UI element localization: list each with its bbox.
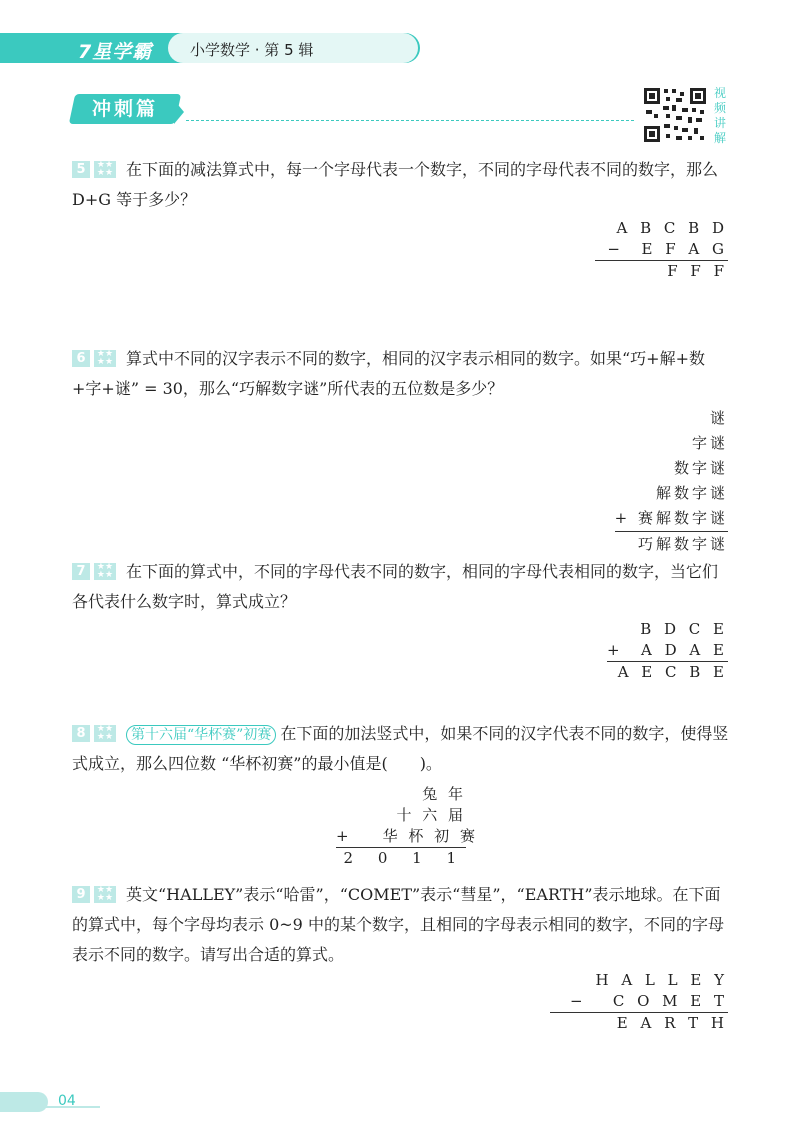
difficulty-stars-icon: ★★ ★★ <box>94 350 116 367</box>
arith-row: 字谜 <box>691 434 728 452</box>
problem-text: 第十六届“华杯赛”初赛 在下面的加法竖式中，如果不同的汉字代表不同的数字，使得竖式成立，那么四位数 “华杯初赛”的最小值是( )。 <box>72 724 729 773</box>
arith-row: 解数字谜 <box>655 484 728 502</box>
arith-row: + 赛解数字谜 <box>614 509 728 527</box>
page-number: 04 <box>58 1093 76 1109</box>
subtraction-arithmetic <box>570 970 728 1034</box>
arith-row: 十 六 届 <box>396 806 466 824</box>
arith-row: + 华 杯 初 赛 <box>336 827 478 845</box>
problem-text: 在下面的减法算式中，每一个字母代表一个数字，不同的字母代表不同的数字，那么 D+G 等于多少？ <box>72 160 719 209</box>
arith-row: B D C E <box>640 620 728 638</box>
brand-title: 7星学霸 <box>78 41 153 63</box>
difficulty-stars-icon: ★★ ★★ <box>94 563 116 580</box>
problem-number: 8 <box>72 725 90 742</box>
arith-row: + A D A E <box>606 641 728 659</box>
problem-text: 算式中不同的汉字表示不同的数字，相同的汉字表示相同的数字。如果“巧+解+数+字+谜” = 30，那么“巧解数字谜”所代表的五位数是多少？ <box>72 349 705 398</box>
problem-number: 9 <box>72 886 90 903</box>
arith-result: 2 0 1 1 <box>336 847 466 869</box>
section-tag <box>69 94 181 124</box>
subtraction-arithmetic <box>607 218 728 282</box>
problem-text: 英文“HALLEY”表示“哈雷”，“COMET”表示“彗星”，“EARTH”表示地球。在下面的算式中，每个字母均表示 0~9 中的某个数字，且相同的字母表示相同的数字，不同的字母表示不同的数字。请写出合适的算式。 <box>72 885 724 964</box>
problem-text: 在下面的算式中，不同的字母代表不同的数字，相同的字母代表相同的数字，当它们各代表什么数字时，算式成立？ <box>72 562 719 611</box>
arith-result: A E C B E <box>607 661 728 683</box>
section-divider <box>186 120 634 121</box>
arith-row: 谜 <box>709 409 728 427</box>
arith-result: 巧解数字谜 <box>615 531 728 557</box>
video-caption: 视频讲解 <box>713 86 726 145</box>
difficulty-stars-icon: ★★ ★★ <box>94 886 116 903</box>
qr-code-icon[interactable] <box>642 86 708 144</box>
addition-arithmetic <box>336 784 478 869</box>
problem-number: 6 <box>72 350 90 367</box>
section-arrow <box>174 100 184 124</box>
difficulty-stars-icon: ★★ ★★ <box>94 725 116 742</box>
footer-band <box>0 1092 48 1112</box>
addition-arithmetic <box>607 619 728 683</box>
addition-arithmetic <box>615 406 728 557</box>
arith-row: − C O M E T <box>569 992 728 1010</box>
section-title: 冲刺篇 <box>91 98 158 120</box>
problem-number: 5 <box>72 161 90 178</box>
arith-row: A B C B D <box>616 219 728 237</box>
arith-result: E A R T H <box>550 1012 728 1034</box>
book-subtitle: 小学数学 · 第 5 辑 <box>190 41 314 59</box>
difficulty-stars-icon: ★★ ★★ <box>94 161 116 178</box>
arith-row: 兔 年 <box>422 785 466 803</box>
problem-number: 7 <box>72 563 90 580</box>
arith-row: 数字谜 <box>673 459 728 477</box>
arith-row: − E F A G <box>607 240 728 258</box>
competition-badge: 第十六届“华杯赛”初赛 <box>126 725 276 745</box>
arith-result: F F F <box>595 260 728 282</box>
arith-row: H A L L E Y <box>595 971 728 989</box>
